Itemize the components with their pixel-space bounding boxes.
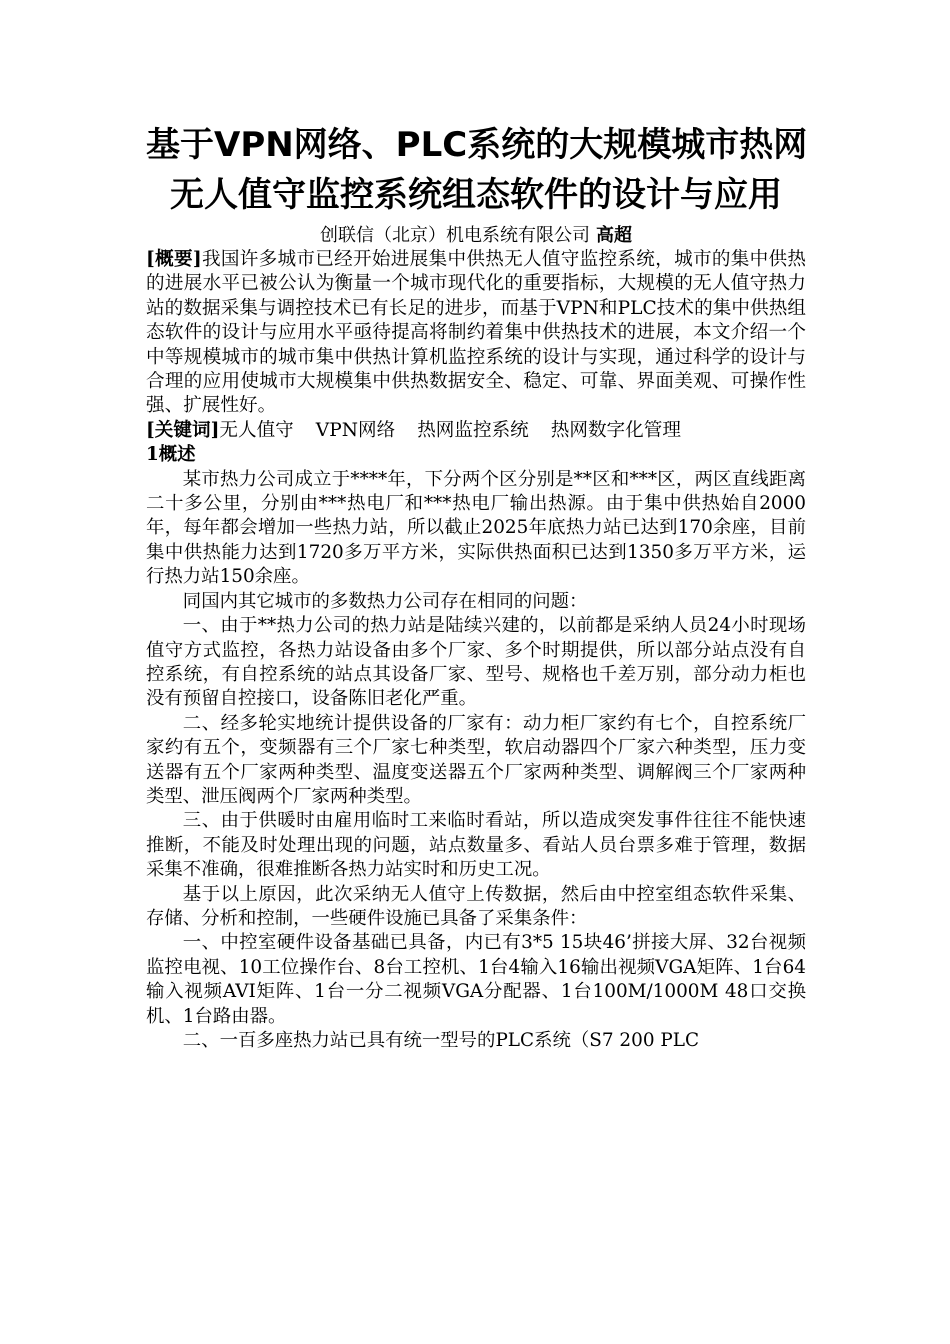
keyword-item: 热网数字化管理 bbox=[550, 419, 681, 441]
abstract-text: 我国许多城市已经开始进展集中供热无人值守监控系统，城市的集中供热的进展水平已被公认为衡量一个城市现代化的重要指标，大规模的无人值守热力站的数据采集与调控技术已有长足的进步，而基于VPN和PLC技术的集中供热组态软件的设计与应用水平亟待提高将制约着集中供热技术的进展，本文介绍一个中等规模城市的城市集中供热计算机监控系统的设计与实现，通过科学的设计与合理的应用使城市大规模集中供热数据安全、稳定、可靠、界面美观、可操作性强、扩展性好。 bbox=[146, 249, 806, 417]
author-line bbox=[146, 224, 806, 248]
title-line-1: 基于VPN网络、PLC系统的大规模城市热网 bbox=[146, 125, 808, 165]
body-paragraph: 二、经多轮实地统计提供设备的厂家有：动力柜厂家约有七个，自控系统厂家约有五个，变频器有三个厂家七种类型，软启动器四个厂家六种类型，压力变送器有五个厂家两种类型、温度变送器五个厂家两种类型、调解阀三个厂家两种类型、泄压阀两个厂家两种类型。 bbox=[146, 712, 806, 807]
keywords-label: [关键词] bbox=[146, 419, 220, 441]
section-heading: 1概述 bbox=[146, 444, 196, 466]
body-paragraph: 一、中控室硬件设备基础已具备，内已有3*5 15块46’拼接大屏、32台视频监控电视、10工位操作台、8台工控机、1台4输入16输出视频VGA矩阵、1台64输入视频AVI矩阵、1台一分二视频VGA分配器、1台100M/1000M 48口交换机、1台路由器。 bbox=[146, 932, 806, 1027]
keyword-item: 热网监控系统 bbox=[417, 419, 529, 441]
body-paragraph: 三、由于供暖时由雇用临时工来临时看站，所以造成突发事件往往不能快速推断，不能及时处理出现的问题，站点数量多、看站人员台票多难于管理，数据采集不准确，很难推断各热力站实时和历史工况。 bbox=[146, 810, 806, 881]
keyword-item: VPN网络 bbox=[315, 419, 396, 441]
document-title bbox=[146, 120, 806, 220]
keywords-paragraph bbox=[146, 419, 806, 443]
body-paragraph: 某市热力公司成立于****年，下分两个区分别是**区和***区，两区直线距离二十多公里，分别由***热电厂和***热电厂输出热源。由于集中供热始自2000年，每年都会增加一些热力站，所以截止2025年底热力站已达到170余座，目前集中供热能力达到1720多万平方米，实际供热面积已达到1350多万平方米，运行热力站150余座。 bbox=[146, 468, 806, 588]
abstract-label: [概要] bbox=[146, 249, 202, 270]
author-name: 高超 bbox=[596, 225, 632, 246]
keyword-item: 无人值守 bbox=[219, 419, 294, 441]
body-paragraph: 一、由于**热力公司的热力站是陆续兴建的，以前都是采纳人员24小时现场值守方式监控，各热力站设备由多个厂家、多个时期提供，所以部分站点没有自控系统，有自控系统的站点其设备厂家、型号、规格也千差万别，部分动力柜也没有预留自控接口，设备陈旧老化严重。 bbox=[146, 615, 806, 710]
document-page bbox=[146, 120, 806, 1053]
body-paragraph: 基于以上原因，此次采纳无人值守上传数据，然后由中控室组态软件采集、存储、分析和控制，一些硬件设施已具备了采集条件： bbox=[146, 883, 806, 929]
body-paragraph: 二、一百多座热力站已具有统一型号的PLC系统（S7 200 PLC bbox=[182, 1030, 700, 1051]
author-organization: 创联信（北京）机电系统有限公司 bbox=[320, 225, 590, 246]
title-line-2: 无人值守监控系统组态软件的设计与应用 bbox=[170, 175, 782, 215]
body-paragraph: 同国内其它城市的多数热力公司存在相同的问题： bbox=[182, 590, 588, 612]
abstract-paragraph bbox=[146, 248, 806, 419]
